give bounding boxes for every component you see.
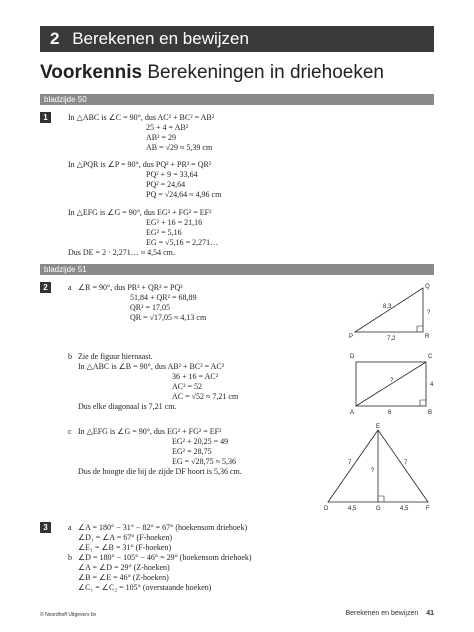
label-q: Q xyxy=(425,284,430,290)
ex3b-line-2: ∠A = ∠D = 29° (Z-hoeken) xyxy=(78,563,170,572)
label-e: E xyxy=(376,424,381,430)
label-b: B xyxy=(428,410,433,416)
ex1-line-9: In △EFG is ∠G = 90°, dus EG² + FG² = EF² xyxy=(68,208,212,217)
ex3a-line-2: ∠D₁ = ∠A = 67° (F-hoeken) xyxy=(78,533,173,542)
label-left-side: 7 xyxy=(348,460,352,466)
right-angle-mark-b xyxy=(420,400,426,406)
ex1-line-2: 25 + 4 = AB² xyxy=(146,123,189,132)
ex2c-line-3: EG² = 28,75 xyxy=(172,447,212,456)
label-bottom-side: 6 xyxy=(388,410,392,416)
label-base: 7,2 xyxy=(387,336,396,342)
exercise-1-number: 1 xyxy=(40,112,51,123)
label-right-base: 4,5 xyxy=(400,506,409,512)
exercise-2-number: 2 xyxy=(40,282,51,293)
ex3b-line-1: ∠D = 180° − 105° − 46° = 29° (hoekensom driehoek) xyxy=(78,553,252,562)
ex1-line-8: PQ = √24,64 ≈ 4,96 cm xyxy=(146,190,222,199)
triangle-pqr-shape xyxy=(355,288,423,332)
chapter-number: 2 xyxy=(50,29,60,48)
ex1-line-13: Dus DE = 2 · 2,271… ≈ 4,54 cm. xyxy=(68,248,175,257)
footer-book-title: Berekenen en bewijzen xyxy=(345,610,419,617)
chapter-header xyxy=(40,26,434,52)
ex3b-line-4: ∠C₁ = ∠C₂ = 105° (overstaande hoeken) xyxy=(78,583,212,592)
label-a: A xyxy=(350,410,355,416)
ex1-line-4: AB = √29 ≈ 5,39 cm xyxy=(146,143,213,152)
figure-triangle-pqr xyxy=(345,282,435,342)
label-r: R xyxy=(425,334,430,340)
ex2c-line-1: In △EFG is ∠G = 90°, dus EG² + FG² = EF² xyxy=(78,427,222,436)
ex1-line-7: PQ² = 24,64 xyxy=(146,180,186,189)
page-bar-50: bladzijde 50 xyxy=(40,94,434,105)
ex2b-line-6: Dus elke diagonaal is 7,21 cm. xyxy=(78,402,177,411)
section-title xyxy=(40,62,384,84)
footer-page-info xyxy=(345,610,434,617)
label-p: P xyxy=(349,334,354,340)
label-side-unknown: ? xyxy=(427,310,431,316)
ex3a-letter: a xyxy=(68,523,72,532)
ex2b-line-5: AC = √52 ≈ 7,21 cm xyxy=(172,392,239,401)
ex2a-line-3: QR² = 17,05 xyxy=(130,303,171,312)
ex3a-line-1: ∠A = 180° − 31° − 82° = 67° (hoekensom driehoek) xyxy=(78,523,248,532)
ex2b-letter: b xyxy=(68,352,72,361)
label-g: G xyxy=(376,506,381,512)
exercise-3-number: 3 xyxy=(40,522,51,533)
ex3a-line-3: ∠E₁ = ∠B = 31° (F-hoeken) xyxy=(78,543,172,552)
ex1-line-12: EG = √5,16 = 2,271… xyxy=(146,238,219,247)
ex2a-letter: a xyxy=(68,283,72,292)
footer-page-number: 41 xyxy=(426,610,434,617)
ex2c-letter: c xyxy=(68,427,72,436)
label-height-unknown: ? xyxy=(371,468,375,474)
ex2a-line-1: ∠R = 90°, dus PR² + QR² = PQ² xyxy=(78,283,183,292)
ex2c-line-2: EG² + 20,25 = 49 xyxy=(172,437,229,446)
label-d: D xyxy=(350,354,355,360)
ex2c-line-5: Dus de hoogte die bij de zijde DF hoort is 5,36 cm. xyxy=(78,467,242,476)
page-bar-51: bladzijde 51 xyxy=(40,264,434,275)
diagonal-ac xyxy=(356,362,426,406)
figure-rectangle-abcd xyxy=(348,352,438,418)
ex2b-line-2: In △ABC is ∠B = 90°, dus AB² + BC² = AC² xyxy=(78,362,225,371)
ex1-line-10: EG² + 16 = 21,16 xyxy=(146,218,203,227)
ex1-line-3: AB² = 29 xyxy=(146,133,177,142)
label-right-side: 4 xyxy=(430,382,434,388)
label-c: C xyxy=(428,354,433,360)
label-f: F xyxy=(426,506,430,512)
section-title-text: Berekeningen in driehoeken xyxy=(147,62,384,83)
chapter-title: Berekenen en bewijzen xyxy=(72,29,249,48)
ex2b-line-4: AC² = 52 xyxy=(172,382,203,391)
ex2c-line-4: EG = √28,75 ≈ 5,36 xyxy=(172,457,236,466)
figure-triangle-def xyxy=(322,422,434,514)
right-angle-mark-g xyxy=(378,496,384,502)
ex2b-line-1: Zie de figuur hiernaast. xyxy=(78,352,153,361)
ex1-line-6: PQ² + 9 = 33,64 xyxy=(146,170,198,179)
ex3b-line-3: ∠B = ∠E = 46° (Z-hoeken) xyxy=(78,573,169,582)
ex1-line-5: In △PQR is ∠P = 90°, dus PQ² + PR² = QR² xyxy=(68,160,212,169)
ex2a-line-2: 51,84 + QR² = 68,89 xyxy=(130,293,197,302)
label-diagonal-unknown: ? xyxy=(390,378,394,384)
label-hypotenuse: 8,3 xyxy=(383,304,392,310)
ex2b-line-3: 36 + 16 = AC² xyxy=(172,372,219,381)
ex1-line-11: EG² = 5,16 xyxy=(146,228,182,237)
footer-copyright: © Noordhoff Uitgevers bv xyxy=(40,612,97,618)
ex3b-letter: b xyxy=(68,553,72,562)
label-right-side-2c: 7 xyxy=(404,460,408,466)
label-d-2c: D xyxy=(324,506,329,512)
label-left-base: 4,5 xyxy=(348,506,357,512)
right-angle-mark-r xyxy=(417,326,423,332)
ex1-line-1: In △ABC is ∠C = 90°, dus AC² + BC² = AB² xyxy=(68,113,215,122)
section-title-bold: Voorkennis xyxy=(40,62,143,83)
ex2a-line-4: QR = √17,05 ≈ 4,13 cm xyxy=(130,313,207,322)
